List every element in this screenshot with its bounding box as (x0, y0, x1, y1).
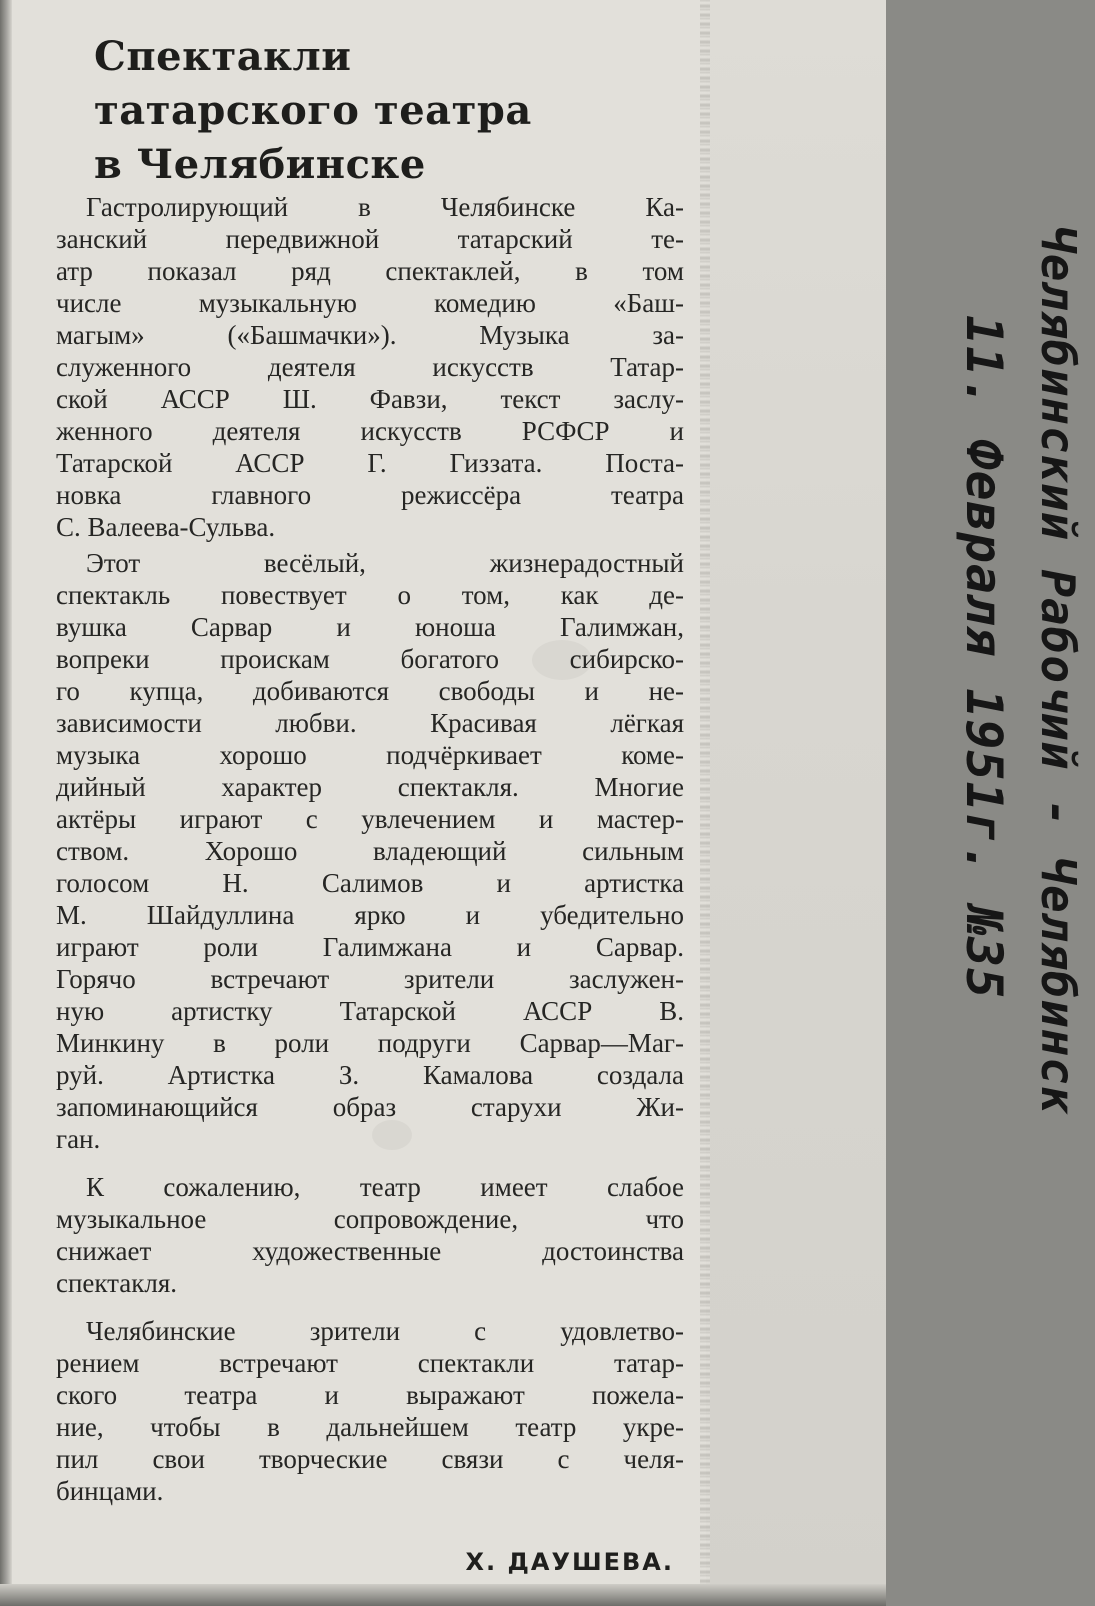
text-line: Челябинские зрители с удовлетво- (86, 1316, 684, 1346)
text-line: Татарской АССР Г. Гиззата. Поста- (56, 448, 684, 478)
headline-line: в Челябинске (94, 141, 426, 188)
text-line: ского театра и выражают пожела- (56, 1380, 684, 1410)
article-paragraph-4 (56, 1315, 684, 1507)
text-line: спектакля. (56, 1268, 178, 1298)
text-line: Этот весёлый, жизнерадостный (86, 548, 684, 578)
scan-bottom-edge (0, 1584, 886, 1606)
text-line: дийный характер спектакля. Многие (56, 772, 684, 802)
text-line: ную артистку Татарской АССР В. (56, 996, 684, 1026)
clipping-torn-edge (700, 0, 710, 1590)
headline-line: татарского театра (94, 87, 532, 134)
text-line: вушка Сарвар и юноша Галимжан, (56, 612, 684, 642)
article-paragraph-2 (56, 547, 684, 1155)
text-line: музыка хорошо подчёркивает коме- (56, 740, 684, 770)
article-body (56, 191, 684, 1523)
text-line: служенного деятеля искусств Татар- (56, 352, 684, 382)
text-line: ской АССР Ш. Фавзи, текст заслу- (56, 384, 684, 414)
text-line: числе музыкальную комедию «Баш- (56, 288, 684, 318)
scan-left-edge (0, 0, 12, 1606)
author-signature: Х. ДАУШЕВА. (465, 1548, 674, 1576)
text-line: музыкальное сопровождение, что (56, 1204, 684, 1234)
text-line: Гастролирующий в Челябинске Ка- (86, 192, 684, 222)
text-line: ган. (56, 1124, 101, 1154)
text-line: го купца, добиваются свободы и не- (56, 676, 684, 706)
handwritten-source-note (835, 225, 1095, 1245)
text-line: ством. Хорошо владеющий сильным (56, 836, 684, 866)
headline-line: Спектакли (94, 33, 352, 80)
text-line: новка главного режиссёра театра (56, 480, 684, 510)
text-line: снижает художественные достоинства (56, 1236, 684, 1266)
text-line: играют роли Галимжана и Сарвар. (56, 932, 684, 962)
text-line: актёры играют с увлечением и мастер- (56, 804, 684, 834)
text-line: голосом Н. Салимов и артистка (56, 868, 684, 898)
text-line: женного деятеля искусств РСФСР и (56, 416, 684, 446)
text-line: запоминающийся образ старухи Жи- (56, 1092, 684, 1122)
handwritten-note-line-2: 11. Февраля 1951г. №35 (955, 315, 1013, 1000)
text-line: рением встречают спектакли татар- (56, 1348, 684, 1378)
text-line: бинцами. (56, 1476, 164, 1506)
text-line: занский передвижной татарский те- (56, 224, 684, 254)
article-headline (94, 30, 532, 192)
text-line: Минкину в роли подруги Сарвар—Маг- (56, 1028, 684, 1058)
text-line: руй. Артистка З. Камалова создала (56, 1060, 684, 1090)
text-line: спектакль повествует о том, как де- (56, 580, 684, 610)
text-line: магым» («Башмачки»). Музыка за- (56, 320, 684, 350)
text-line: вопреки проискам богатого сибирско- (56, 644, 684, 674)
handwritten-note-line-1: Челябинский Рабочий - Челябинск (1031, 225, 1085, 1115)
article-paragraph-3 (56, 1171, 684, 1299)
text-line: пил свои творческие связи с челя- (56, 1444, 684, 1474)
text-line: К сожалению, театр имеет слабое (86, 1172, 684, 1202)
text-line: Горячо встречают зрители заслужен- (56, 964, 684, 994)
text-line: ние, чтобы в дальнейшем театр укре- (56, 1412, 684, 1442)
text-line: зависимости любви. Красивая лёгкая (56, 708, 684, 738)
article-paragraph-1 (56, 191, 684, 543)
text-line: М. Шайдуллина ярко и убедительно (56, 900, 684, 930)
text-line: атр показал ряд спектаклей, в том (56, 256, 684, 286)
text-line: С. Валеева-Сульва. (56, 512, 276, 542)
